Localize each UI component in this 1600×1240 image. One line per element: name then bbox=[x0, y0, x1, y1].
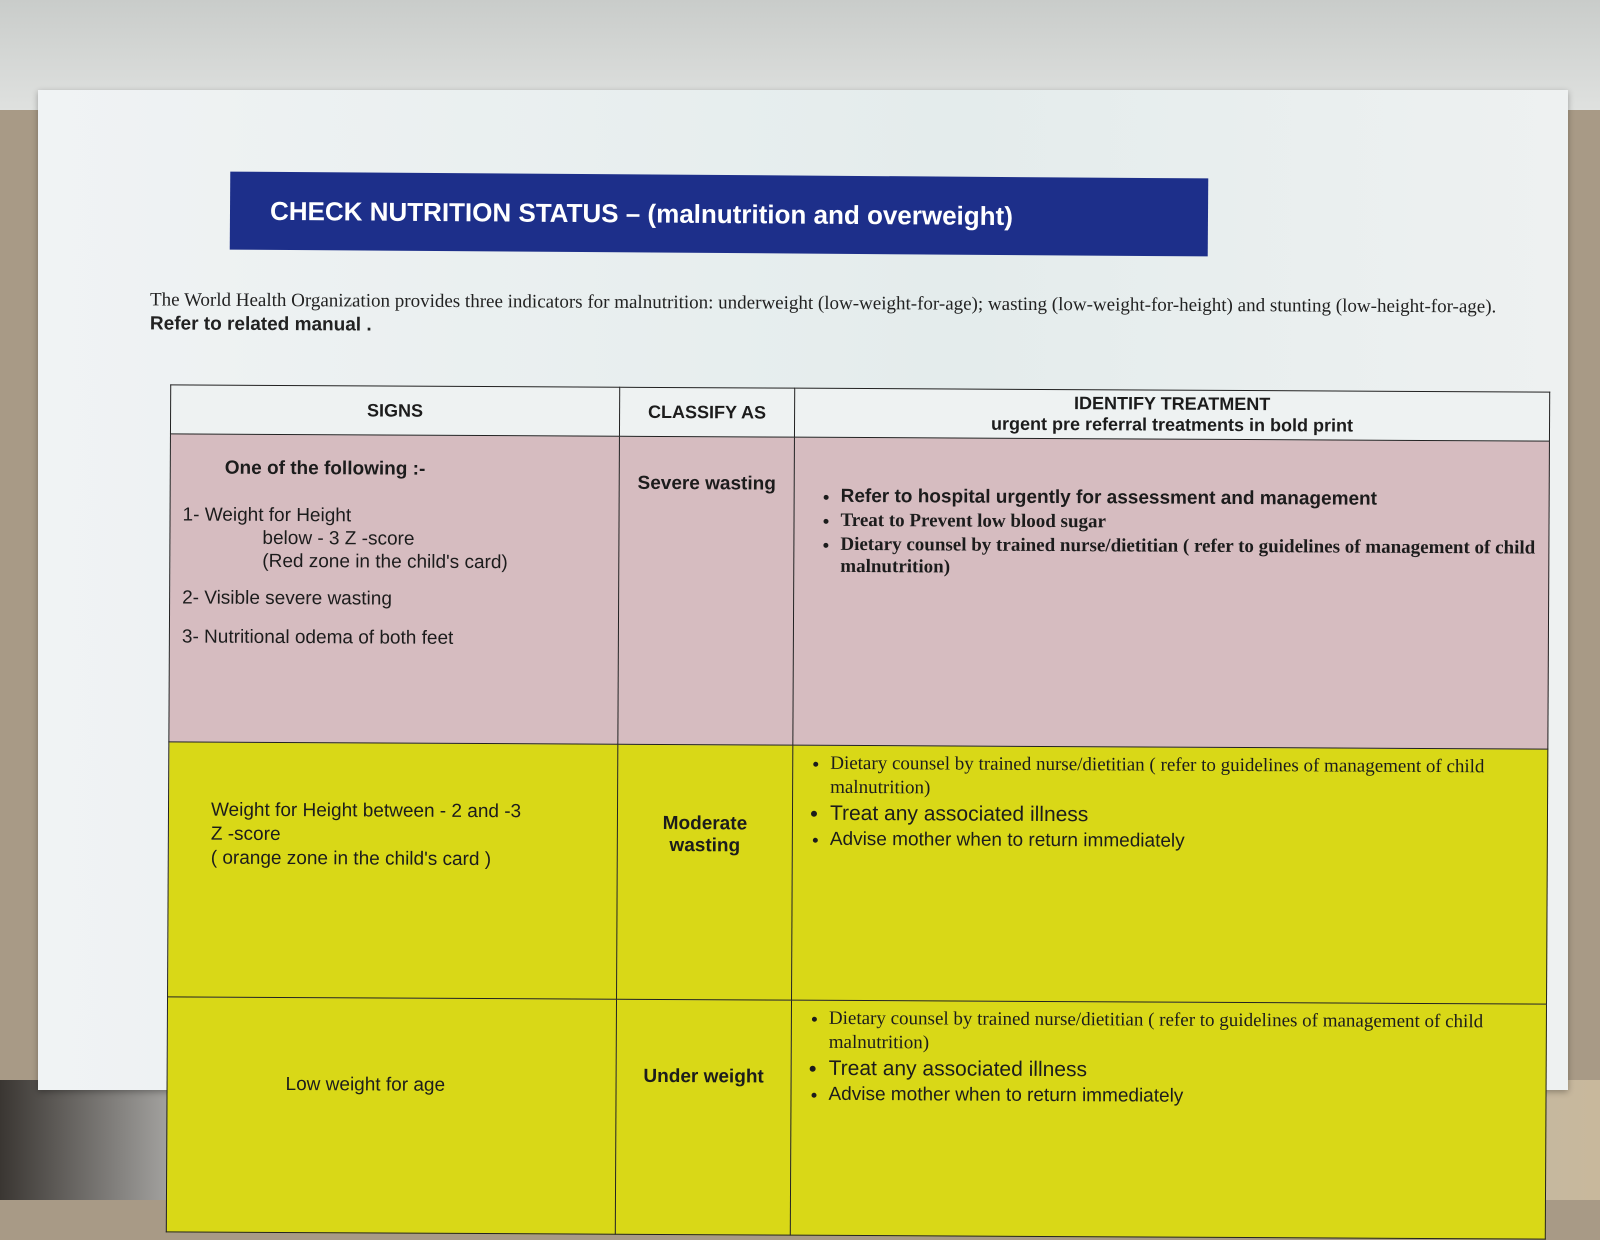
treatment-cell bbox=[792, 745, 1548, 1004]
table-row bbox=[169, 434, 1550, 749]
sign-item: 1- Weight for Height bbox=[182, 504, 352, 527]
treatment-cell bbox=[793, 437, 1550, 749]
header-treatment bbox=[794, 388, 1549, 441]
sign-item: below - 3 Z -score bbox=[262, 527, 415, 550]
classification: Severe wasting bbox=[618, 436, 795, 745]
treatment-item: • Advise mother when to return immediately bbox=[828, 1083, 1544, 1111]
treatment-item: • Dietary counsel by trained nurse/dietitian ( refer to guidelines of management of child malnutrition) bbox=[830, 752, 1546, 804]
treatment-cell bbox=[790, 1000, 1546, 1239]
intro-text: The World Health Organization provides three indicators for malnutrition: underweight (low-weight-for-age); wasting (low-weight-for-height) and stunting (low-height-for-age). bbox=[150, 289, 1497, 318]
sign-item: 2- Visible severe wasting bbox=[182, 587, 392, 610]
table-row bbox=[168, 742, 1548, 1004]
sign-item: (Red zone in the child's card) bbox=[262, 550, 508, 574]
treatment-item: • Dietary counsel by trained nurse/dietitian ( refer to guidelines of management of child malnutrition) bbox=[829, 1007, 1545, 1059]
header-classify: CLASSIFY AS bbox=[619, 387, 794, 437]
signs-cell: Low weight for age bbox=[166, 997, 616, 1234]
treatment-item: • Refer to hospital urgently for assessment and management bbox=[841, 486, 1548, 512]
header-signs: SIGNS bbox=[170, 385, 619, 436]
signs-cell bbox=[168, 742, 618, 999]
page-title: CHECK NUTRITION STATUS – (malnutrition and overweight) bbox=[230, 172, 1209, 257]
classification: Moderate wasting bbox=[617, 744, 793, 1000]
sign-item: 3- Nutritional odema of both feet bbox=[181, 626, 454, 649]
treatment-item: • Advise mother when to return immediately bbox=[830, 828, 1546, 856]
sign-item: Weight for Height between - 2 and -3 bbox=[210, 799, 522, 823]
treatment-item: • Treat to Prevent low blood sugar bbox=[840, 510, 1547, 536]
header-row bbox=[170, 385, 1549, 441]
treatment-title: IDENTIFY TREATMENT bbox=[1073, 393, 1271, 415]
sign-item: Z -score bbox=[210, 823, 281, 845]
treatment-item: • Dietary counsel by trained nurse/dietitian ( refer to guidelines of management of child malnutrition) bbox=[840, 534, 1547, 582]
signs-cell bbox=[169, 434, 620, 744]
nutrition-table bbox=[166, 384, 1550, 1239]
signs-lead: One of the following :- bbox=[224, 457, 426, 480]
intro-paragraph bbox=[150, 288, 1530, 343]
table-row bbox=[166, 997, 1546, 1239]
classification: Under weight bbox=[615, 999, 791, 1235]
intro-bold: Refer to related manual . bbox=[149, 313, 372, 336]
treatment-item: • Treat any associated illness bbox=[830, 802, 1546, 830]
sign-item: ( orange zone in the child's card ) bbox=[210, 847, 492, 871]
treatment-subtitle: urgent pre referral treatments in bold print bbox=[990, 413, 1354, 436]
treatment-item: • Treat any associated illness bbox=[829, 1057, 1545, 1085]
